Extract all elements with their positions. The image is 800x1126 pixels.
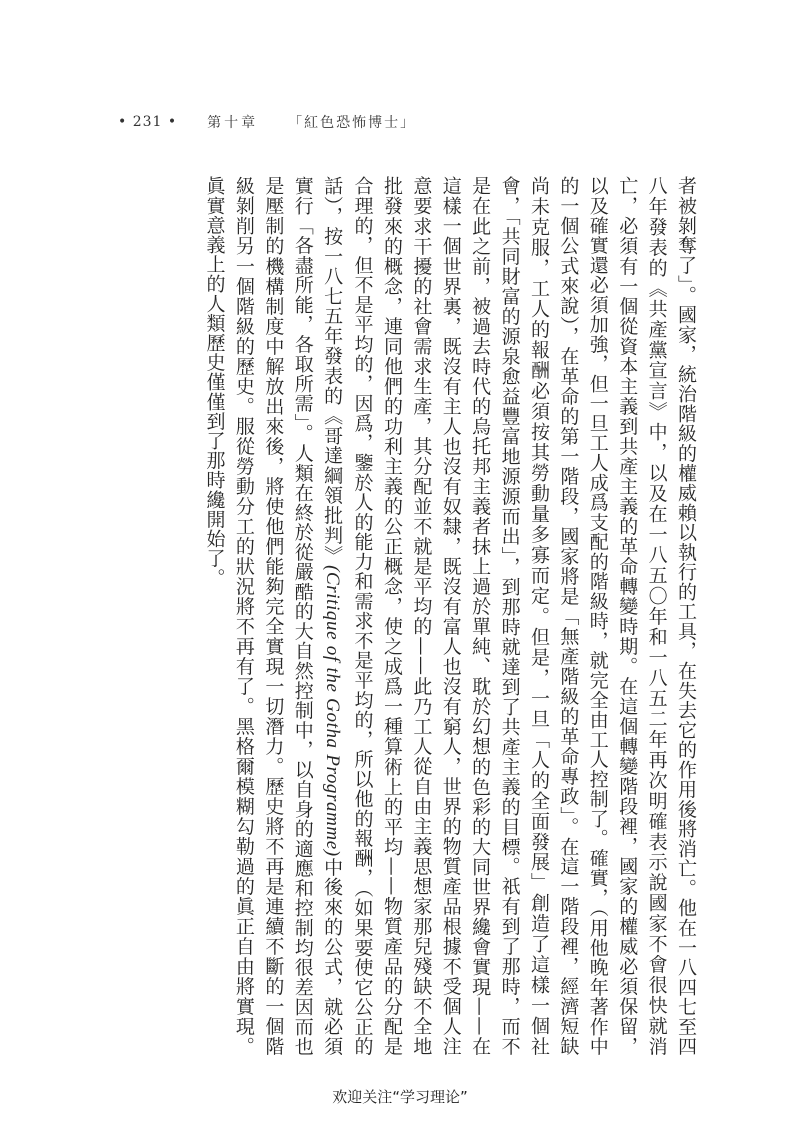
body-paragraph [199, 176, 700, 1056]
page-number: • 231 • [118, 114, 178, 130]
vertical-body-text [112, 176, 700, 1056]
body-text-part-1: 者被剝奪了」。國家，統治階級的權威賴以執行的工具，在失去它的作用後將消亡。他在一八四七至四八年發表的《共產黨宣言》中，以及在一八五〇年和一八五二年再次明確表示說國家不會很快就消亡，必須有一個從資本主義到共產主義的革命轉變時期。在這個轉變階段裡，國家的權威必須保留，以及確實還必須加強，但一旦工人成爲支配的階級時，就完全由工人控制了。確實，（用他晚年著作中的一個公式來說），在革命的第一階段，國家將是「無產階級的革命專政」。在這一階段裡，經濟短缺尚未克服，工人的報酬必須按其勞動量多寡而定。但是，一旦「人的全面發展」創造了這樣一個社會，「共同財富的源泉愈益豐富地源源而出」，到那時就達到了共產主義的目標。祇有到了那時，而不是在此之前，被過去時代的烏托邦主義者抹上過於單純、耽於幻想的色彩的大同世界纔會實現——在這樣一個世界裏，既沒有主人也沒有奴隸，既沒有富人也沒有窮人，世界的物質產品根據不受個人注意要求干擾的社會需求生產，其分配並不就是平均的——此乃工人從自由主義思想家那兒殘缺不全地批發來的概念，連同他們的功利主義的公正概念，使之成爲一種算術上的平均——物質產品的分配是合理的，但不是平均的，因爲，鑒於人的能力和需求不是平均的，所以他的報酬，（如果要使它公正的話），按一八七五年發表的《哥達綱領批判》 [321, 176, 697, 1056]
latin-title: (Critique of the Gotha Programme) [322, 565, 344, 857]
chapter-label: 第十章 [207, 115, 259, 131]
footer-watermark: 欢迎关注“学习理论” [332, 1088, 468, 1106]
running-header [118, 110, 416, 134]
body-text-part-2: 中後來的公式，就必須實行「各盡所能，各取所需」。人類在終於從嚴酷的大自然控制中，以自身的適應和控制均很差因而也是壓制的機構制度中解放出來後，將使他們能夠完全實現一切潛力。歷史將不再是連續不斷的一個階級剝削另一個階級的歷史。服從勞動分工的狀況將不再有了。黑格爾模糊勾勒過的眞正自由將實現。眞實意義上的人類歷史僅僅到了那時纔開始了。 [203, 176, 344, 1056]
chapter-title: 「紅色恐怖博士」 [288, 115, 417, 131]
